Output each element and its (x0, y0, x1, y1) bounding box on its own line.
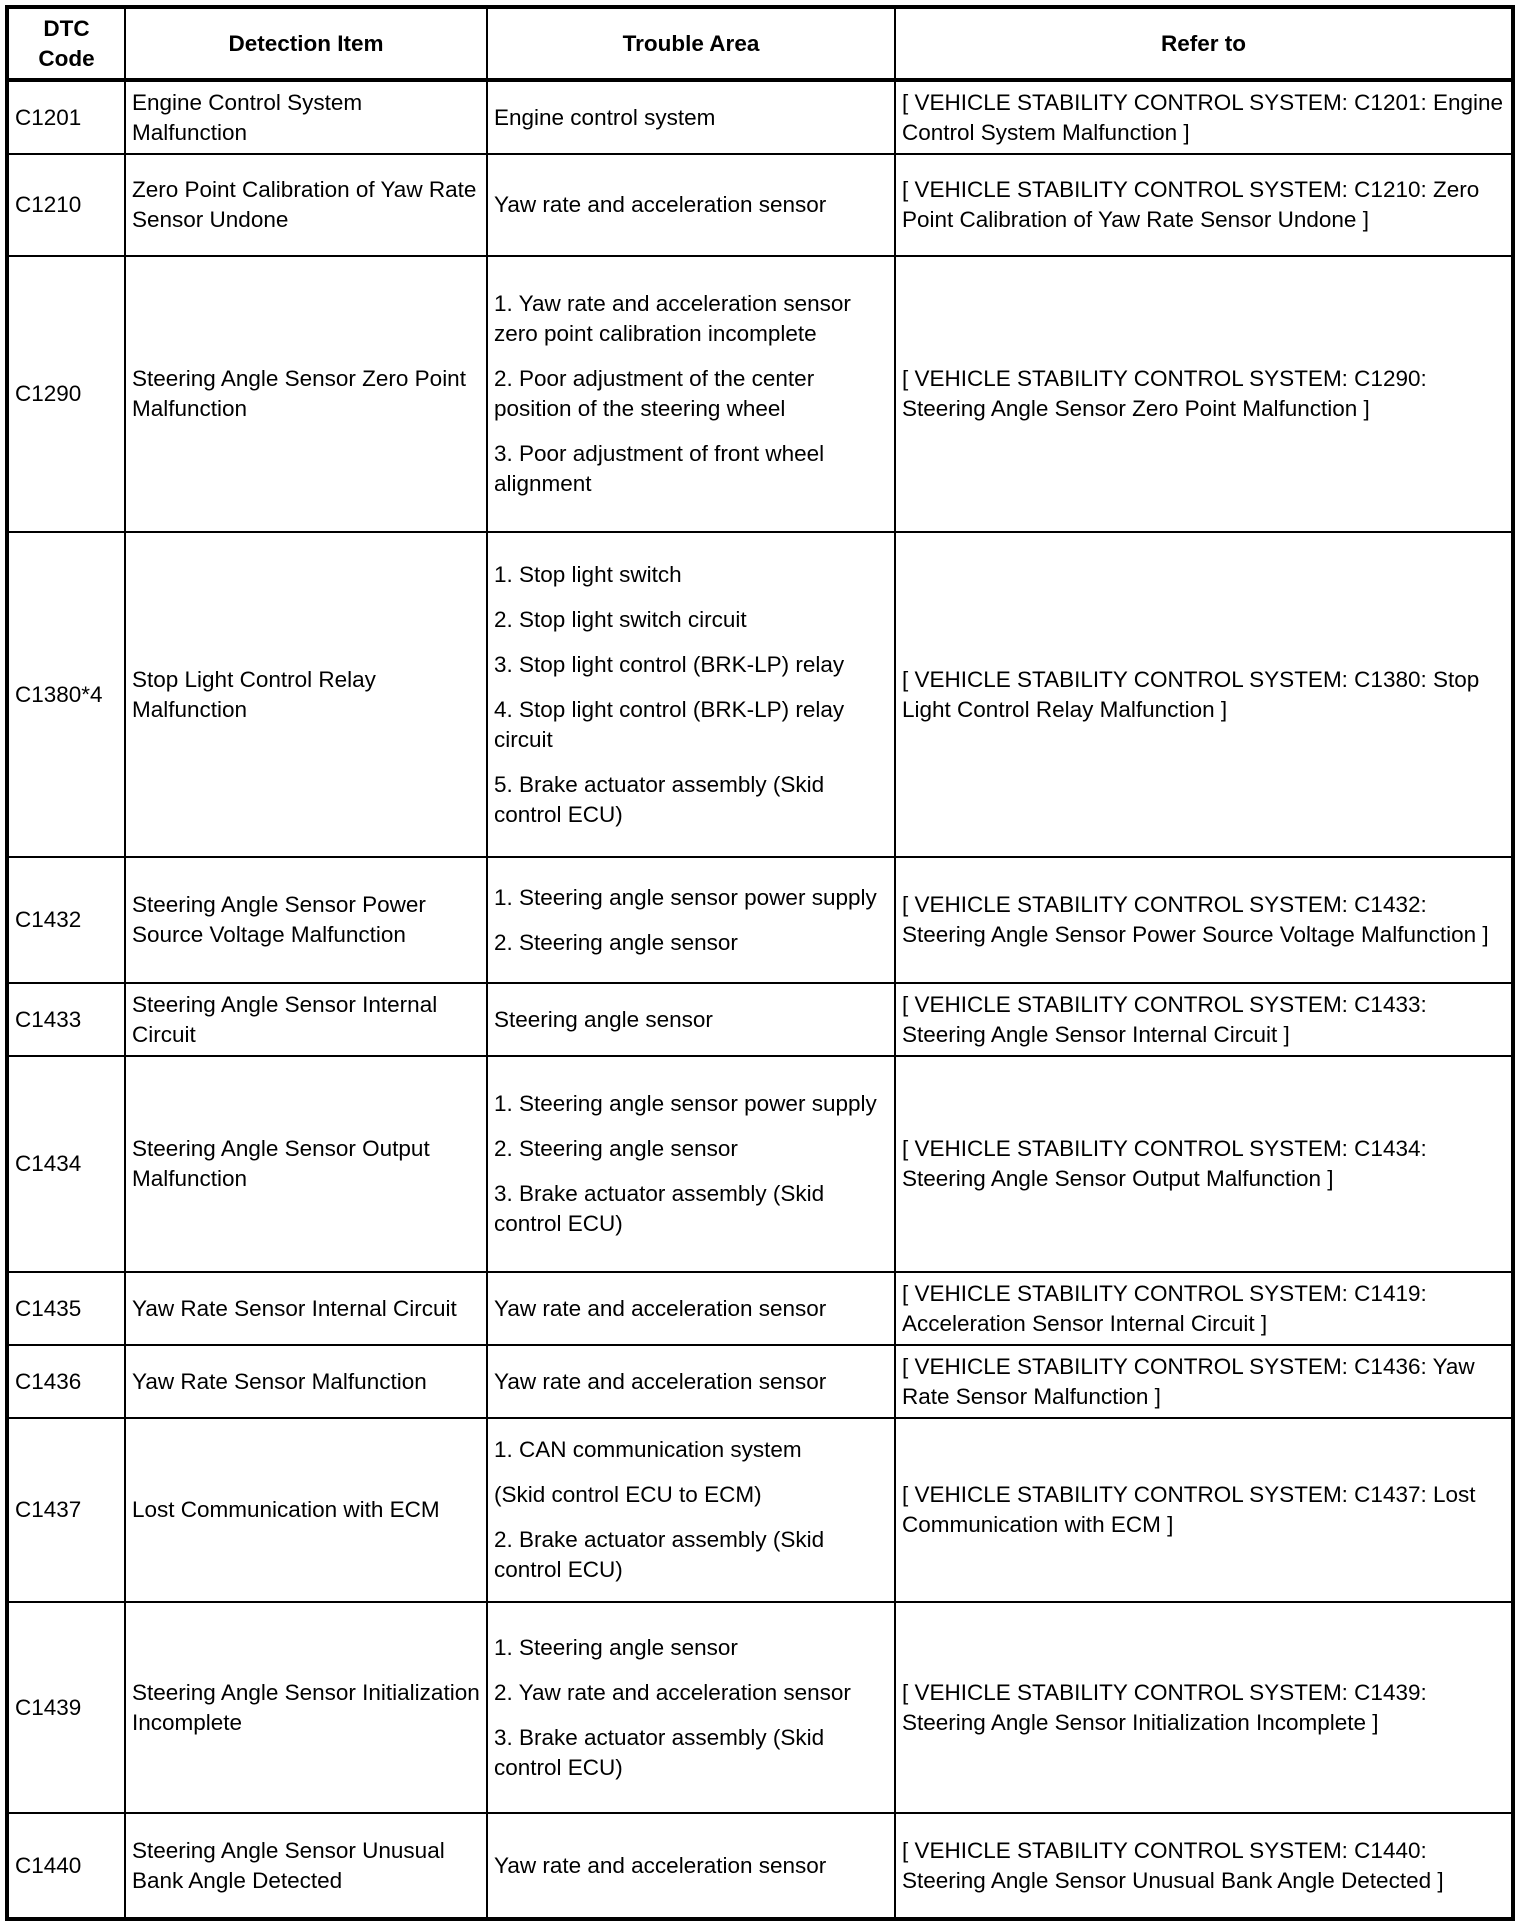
header-dtc-code (7, 7, 125, 80)
trouble-area-cell (487, 1418, 895, 1602)
trouble-area-item: 1. CAN communication system (494, 1437, 802, 1462)
detection-item-cell: Yaw Rate Sensor Malfunction (125, 1345, 487, 1418)
table-row (7, 1813, 1513, 1919)
dtc-code-cell: C1436 (7, 1345, 125, 1418)
trouble-area-list (494, 560, 888, 830)
trouble-area-cell (487, 1813, 895, 1919)
table-row (7, 1272, 1513, 1345)
table-row (7, 1602, 1513, 1813)
trouble-area-list (494, 1367, 888, 1397)
trouble-area-cell (487, 857, 895, 983)
detection-item-cell: Steering Angle Sensor Zero Point Malfunction (125, 256, 487, 532)
refer-to-link[interactable]: [ VEHICLE STABILITY CONTROL SYSTEM: C1201: Engine Control System Malfunction ] (895, 80, 1513, 154)
dtc-code-cell: C1210 (7, 154, 125, 256)
table-row (7, 1056, 1513, 1272)
header-dtc-code-line2: Code (38, 45, 95, 71)
dtc-code-cell: C1432 (7, 857, 125, 983)
detection-item-cell: Lost Communication with ECM (125, 1418, 487, 1602)
dtc-code-cell: C1201 (7, 80, 125, 154)
header-trouble-area: Trouble Area (487, 7, 895, 80)
trouble-area-item: Yaw rate and acceleration sensor (494, 1295, 827, 1321)
trouble-area-list (494, 190, 888, 220)
trouble-area-item: Yaw rate and acceleration sensor (494, 1368, 827, 1394)
detection-item-cell: Engine Control System Malfunction (125, 80, 487, 154)
refer-to-link[interactable]: [ VEHICLE STABILITY CONTROL SYSTEM: C1439: Steering Angle Sensor Initialization Incomplete ] (895, 1602, 1513, 1813)
trouble-area-item: 3. Poor adjustment of front wheel alignment (494, 441, 825, 496)
refer-to-link[interactable]: [ VEHICLE STABILITY CONTROL SYSTEM: C1436: Yaw Rate Sensor Malfunction ] (895, 1345, 1513, 1418)
refer-to-link[interactable]: [ VEHICLE STABILITY CONTROL SYSTEM: C1433: Steering Angle Sensor Internal Circuit ] (895, 983, 1513, 1056)
trouble-area-list (494, 1294, 888, 1324)
trouble-area-item: 2. Steering angle sensor (494, 1136, 738, 1161)
trouble-area-list (494, 1851, 888, 1881)
refer-to-link[interactable]: [ VEHICLE STABILITY CONTROL SYSTEM: C1440: Steering Angle Sensor Unusual Bank Angle Detected ] (895, 1813, 1513, 1919)
trouble-area-item: 2. Brake actuator assembly (Skid control ECU) (494, 1527, 825, 1582)
trouble-area-item: 1. Stop light switch (494, 561, 682, 587)
trouble-area-item: 3. Brake actuator assembly (Skid control ECU) (494, 1724, 825, 1780)
trouble-area-item: 3. Stop light control (BRK-LP) relay (494, 651, 845, 677)
trouble-area-cell (487, 532, 895, 857)
trouble-area-item: 2. Stop light switch circuit (494, 606, 747, 632)
detection-item-cell: Stop Light Control Relay Malfunction (125, 532, 487, 857)
trouble-area-cell (487, 80, 895, 154)
trouble-area-item: Steering angle sensor (494, 1006, 713, 1032)
detection-item-cell: Steering Angle Sensor Internal Circuit (125, 983, 487, 1056)
detection-item-cell: Steering Angle Sensor Power Source Voltage Malfunction (125, 857, 487, 983)
trouble-area-cell (487, 1272, 895, 1345)
trouble-area-cell (487, 1345, 895, 1418)
refer-to-link[interactable]: [ VEHICLE STABILITY CONTROL SYSTEM: C1434: Steering Angle Sensor Output Malfunction ] (895, 1056, 1513, 1272)
trouble-area-list (494, 883, 888, 958)
trouble-area-cell (487, 154, 895, 256)
table-row (7, 857, 1513, 983)
refer-to-link[interactable]: [ VEHICLE STABILITY CONTROL SYSTEM: C1210: Zero Point Calibration of Yaw Rate Sensor Undone ] (895, 154, 1513, 256)
header-detection-item: Detection Item (125, 7, 487, 80)
table-row (7, 256, 1513, 532)
trouble-area-item: 1. Steering angle sensor power supply (494, 1091, 877, 1116)
detection-item-cell: Steering Angle Sensor Initialization Incomplete (125, 1602, 487, 1813)
trouble-area-item: 1. Steering angle sensor power supply (494, 884, 877, 910)
trouble-area-cell (487, 256, 895, 532)
trouble-area-item: Yaw rate and acceleration sensor (494, 1852, 827, 1878)
trouble-area-item: 3. Brake actuator assembly (Skid control ECU) (494, 1181, 825, 1236)
header-dtc-code-line1: DTC (43, 15, 90, 41)
detection-item-cell: Yaw Rate Sensor Internal Circuit (125, 1272, 487, 1345)
trouble-area-cell (487, 1056, 895, 1272)
table-row (7, 532, 1513, 857)
dtc-code-cell: C1437 (7, 1418, 125, 1602)
dtc-code-cell: C1433 (7, 983, 125, 1056)
trouble-area-list (494, 289, 888, 499)
dtc-code-cell: C1290 (7, 256, 125, 532)
dtc-code-cell: C1440 (7, 1813, 125, 1919)
trouble-area-item: 2. Steering angle sensor (494, 929, 738, 955)
table-row (7, 80, 1513, 154)
refer-to-link[interactable]: [ VEHICLE STABILITY CONTROL SYSTEM: C1432: Steering Angle Sensor Power Source Voltage Malfunction ] (895, 857, 1513, 983)
trouble-area-list (494, 1089, 888, 1239)
dtc-table (5, 5, 1515, 1921)
trouble-area-cell (487, 1602, 895, 1813)
trouble-area-item: 2. Poor adjustment of the center position of the steering wheel (494, 366, 815, 421)
trouble-area-list (494, 1005, 888, 1035)
detection-item-cell: Steering Angle Sensor Output Malfunction (125, 1056, 487, 1272)
trouble-area-item: (Skid control ECU to ECM) (494, 1482, 762, 1507)
dtc-code-cell: C1380*4 (7, 532, 125, 857)
table-row (7, 154, 1513, 256)
trouble-area-item: 2. Yaw rate and acceleration sensor (494, 1679, 851, 1705)
trouble-area-cell (487, 983, 895, 1056)
dtc-code-cell: C1439 (7, 1602, 125, 1813)
trouble-area-item: 1. Yaw rate and acceleration sensor zero point calibration incomplete (494, 291, 851, 346)
trouble-area-item: 4. Stop light control (BRK-LP) relay circuit (494, 696, 845, 752)
refer-to-link[interactable]: [ VEHICLE STABILITY CONTROL SYSTEM: C1419: Acceleration Sensor Internal Circuit ] (895, 1272, 1513, 1345)
header-refer-to: Refer to (895, 7, 1513, 80)
trouble-area-item: Yaw rate and acceleration sensor (494, 192, 827, 217)
trouble-area-list (494, 1633, 888, 1783)
refer-to-link[interactable]: [ VEHICLE STABILITY CONTROL SYSTEM: C1437: Lost Communication with ECM ] (895, 1418, 1513, 1602)
trouble-area-list (494, 1435, 888, 1585)
detection-item-cell: Steering Angle Sensor Unusual Bank Angle Detected (125, 1813, 487, 1919)
table-row (7, 1345, 1513, 1418)
table-body (7, 80, 1513, 1919)
refer-to-link[interactable]: [ VEHICLE STABILITY CONTROL SYSTEM: C1380: Stop Light Control Relay Malfunction ] (895, 532, 1513, 857)
dtc-code-cell: C1434 (7, 1056, 125, 1272)
dtc-code-cell: C1435 (7, 1272, 125, 1345)
header-row (7, 7, 1513, 80)
table-row (7, 1418, 1513, 1602)
trouble-area-item: 1. Steering angle sensor (494, 1634, 738, 1660)
refer-to-link[interactable]: [ VEHICLE STABILITY CONTROL SYSTEM: C1290: Steering Angle Sensor Zero Point Malfunction ] (895, 256, 1513, 532)
trouble-area-item: 5. Brake actuator assembly (Skid control ECU) (494, 771, 825, 827)
table-row (7, 983, 1513, 1056)
trouble-area-list (494, 103, 888, 133)
trouble-area-item: Engine control system (494, 104, 716, 130)
detection-item-cell: Zero Point Calibration of Yaw Rate Sensor Undone (125, 154, 487, 256)
